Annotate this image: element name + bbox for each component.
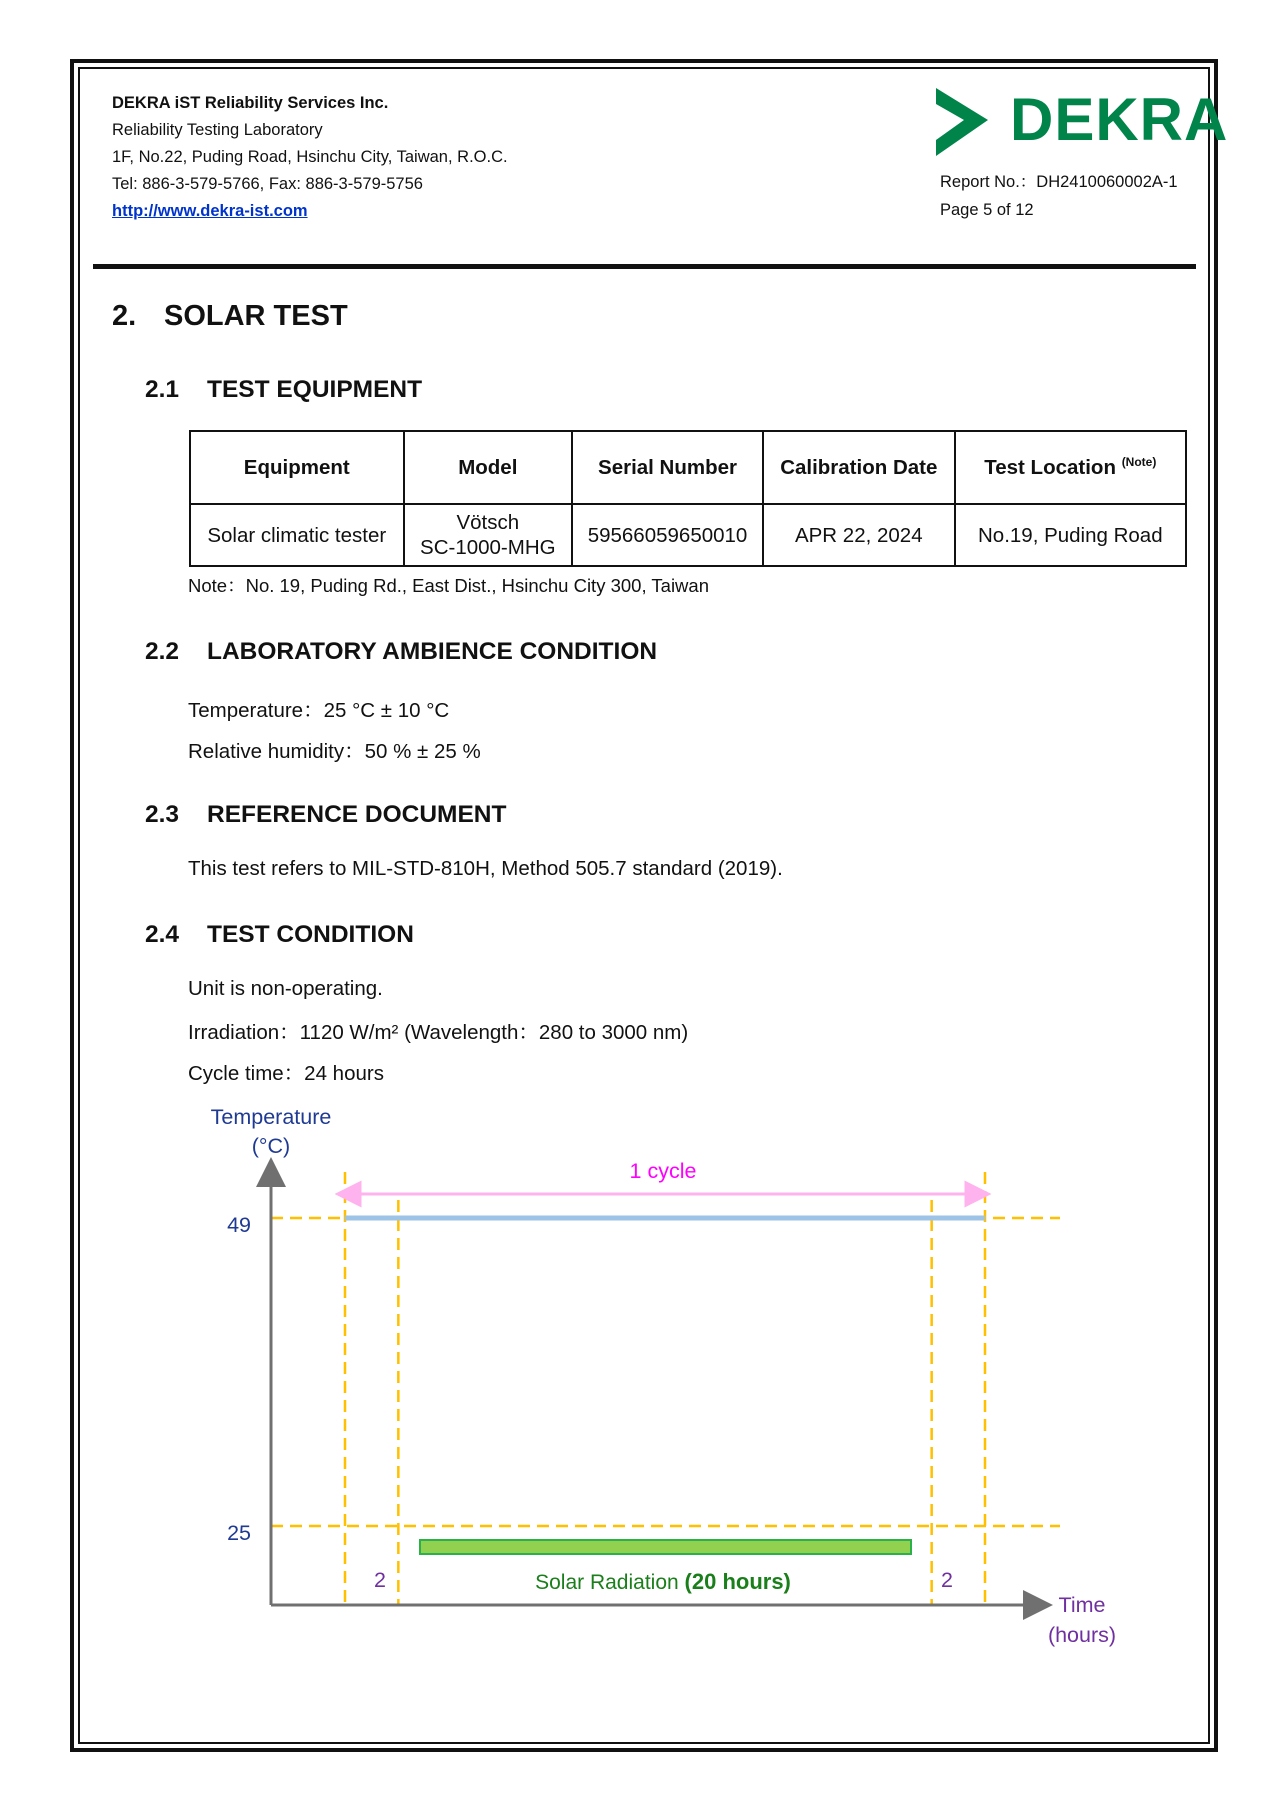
section-title [112,300,348,333]
table-header-row [190,431,1186,504]
subsection-title: LABORATORY AMBIENCE CONDITION [207,638,658,665]
subsection-title: TEST EQUIPMENT [207,376,423,403]
cycle-label: 1 cycle [629,1159,697,1183]
model-code: SC-1000-MHG [420,536,556,559]
y-tick-49: 49 [227,1213,251,1237]
solar-cycle-chart [190,1100,1150,1670]
subsection-number: 2.4 [145,921,180,948]
page-number: Page 5 of 12 [940,201,1034,219]
segment-label-end: 2 [941,1568,953,1592]
contact-line: Tel: 886-3-579-5766, Fax: 886-3-579-5756 [112,175,423,193]
subsection-ambience-heading [145,638,657,666]
reference-text: This test refers to MIL-STD-810H, Method 505.7 standard (2019). [188,857,783,880]
website-link[interactable]: http://www.dekra-ist.com [112,202,308,220]
section-title-text: SOLAR TEST [164,300,348,332]
address: 1F, No.22, Puding Road, Hsinchu City, Taiwan, R.O.C. [112,148,508,166]
logo-wordmark: DEKRA [1010,86,1229,153]
col-equipment: Equipment [190,431,404,504]
col-location-label: Test Location [984,456,1116,479]
solar-radiation-bar [420,1540,911,1554]
subsection-number: 2.3 [145,801,180,828]
col-location [955,431,1186,504]
dekra-logo-icon [930,86,1002,158]
equipment-note: Note：No. 19, Puding Rd., East Dist., Hsinchu City 300, Taiwan [188,575,709,596]
model-brand: Vötsch [456,511,520,534]
company-name: DEKRA iST Reliability Services Inc. [112,94,389,112]
cell-equipment: Solar climatic tester [190,504,404,566]
table-row [190,504,1186,566]
segment-label-start: 2 [374,1568,386,1592]
equipment-table [189,430,1187,567]
section-number: 2. [112,300,137,332]
header-contact-block [112,90,508,225]
subsection-equipment-heading [145,376,422,404]
subsection-title: REFERENCE DOCUMENT [207,801,507,828]
subsection-title: TEST CONDITION [207,921,414,948]
ambience-humidity: Relative humidity：50 % ± 25 % [188,740,481,763]
subsection-number: 2.1 [145,376,180,403]
subsection-reference-heading [145,801,506,829]
solar-hours-text: (20 hours) [684,1569,791,1594]
y-axis-label-line-1: Temperature [210,1105,332,1129]
y-axis-label-line-2: (°C) [251,1134,291,1158]
ambience-temperature: Temperature：25 °C ± 10 °C [188,699,450,722]
condition-line-2: Irradiation：1120 W/m² (Wavelength：280 to 3000 nm) [188,1021,689,1044]
subsection-number: 2.2 [145,638,180,665]
report-number: Report No.：DH2410060002A-1 [940,173,1178,191]
solar-label-text: Solar Radiation [535,1571,679,1594]
col-calibration: Calibration Date [763,431,955,504]
report-info [940,168,1178,224]
note-superscript: (Note) [1121,455,1157,469]
col-model: Model [404,431,573,504]
condition-line-1: Unit is non-operating. [188,977,383,1000]
cell-location: No.19, Puding Road [955,504,1186,566]
subsection-condition-heading [145,921,414,949]
lab-name: Reliability Testing Laboratory [112,121,323,139]
condition-line-3: Cycle time：24 hours [188,1062,384,1085]
col-serial: Serial Number [572,431,763,504]
cell-serial: 59566059650010 [572,504,763,566]
cell-model [404,504,573,566]
solar-radiation-label [535,1569,791,1594]
x-axis-label-line-2: (hours) [1047,1623,1117,1647]
cell-calibration: APR 22, 2024 [763,504,955,566]
y-tick-25: 25 [227,1521,251,1545]
header-divider [93,264,1196,269]
x-axis-label-line-1: Time [1058,1593,1106,1617]
